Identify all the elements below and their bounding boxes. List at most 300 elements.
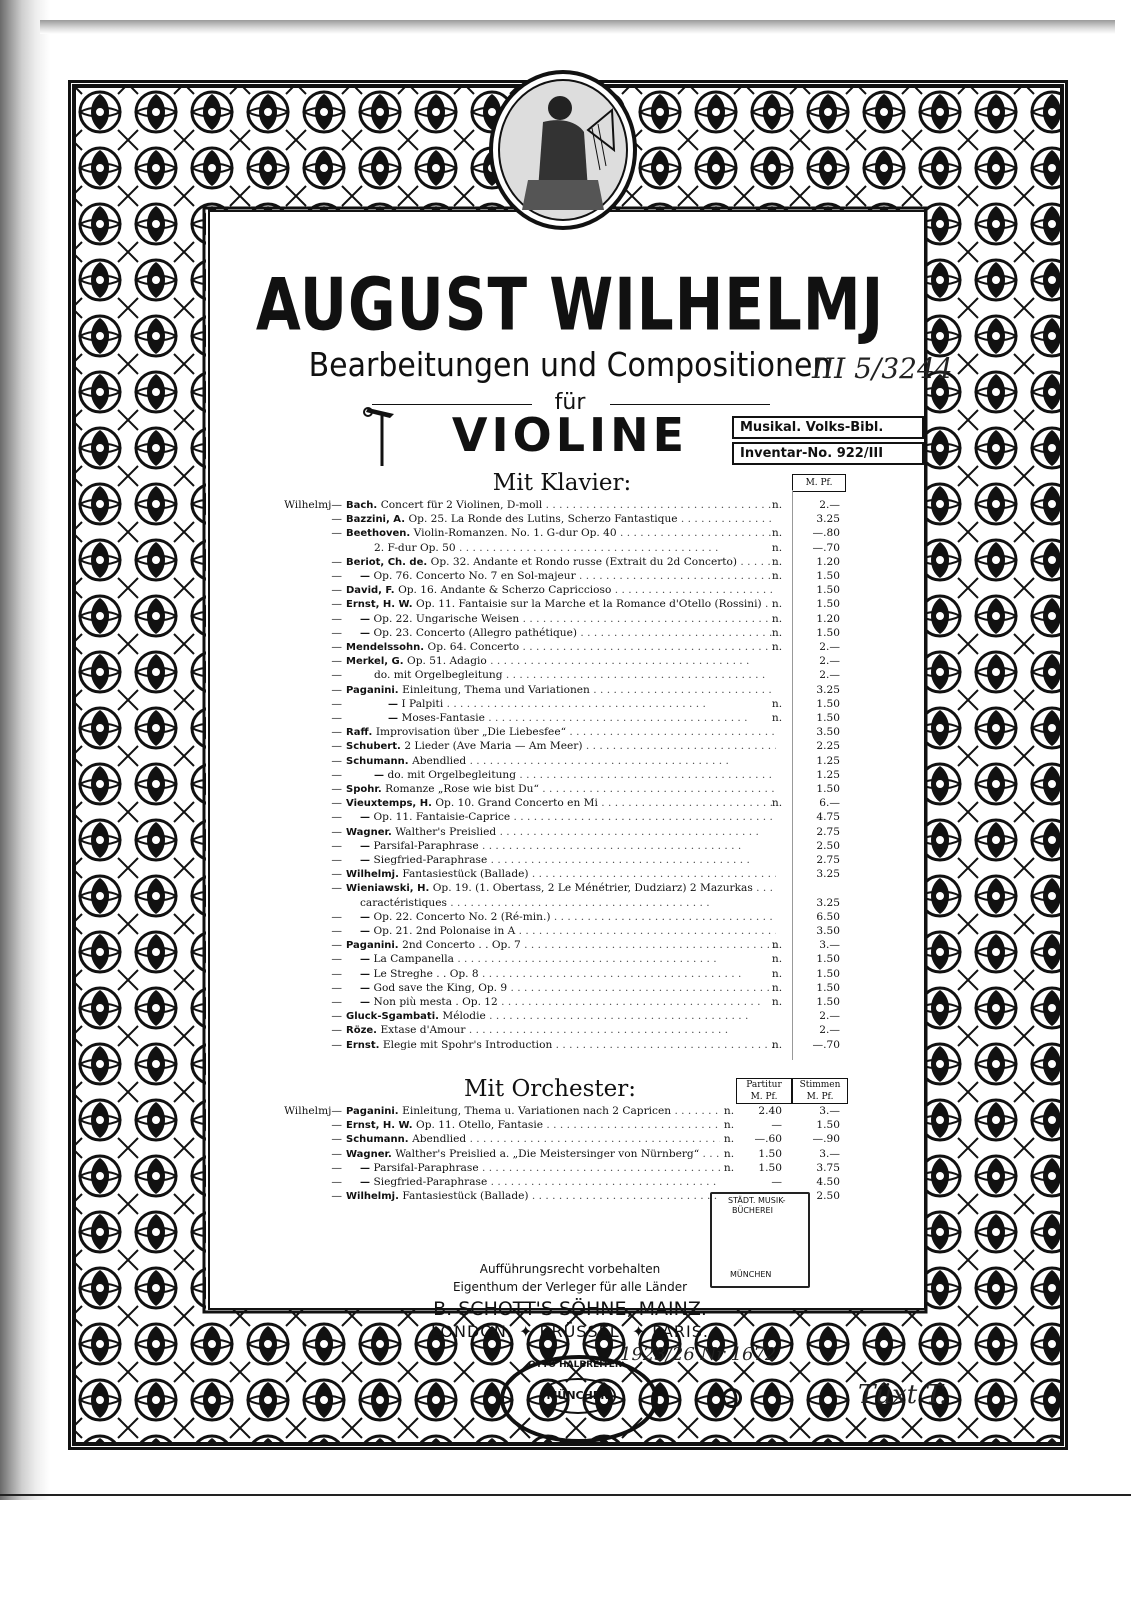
list-item-title: Op. 10. Grand Concerto en Mi [435,797,598,810]
list-item-price: 3.25 [816,896,840,909]
list-item-price: 1.50 [816,598,840,611]
list-item-composer: Gluck-Sgambati. [346,1011,443,1023]
list-item-net-mark: n. [771,499,783,511]
table-row-stimmen: 1.50 [816,1119,840,1132]
list-item-price: 2.— [819,1024,840,1037]
stimmen-header [792,1078,848,1104]
list-item [270,597,850,612]
list-item-title: Siegfried-Paraphrase [373,854,488,866]
list-item-prefix: — [331,626,342,639]
list-item-title: Einleitung, Thema und Variationen [402,683,590,696]
table-row-stimmen: 4.50 [816,1176,840,1188]
list-item-net-mark: n. [771,939,783,952]
list-item-prefix: — [331,1010,342,1023]
table-row-composer: Wilhelmj. [346,1191,403,1203]
list-item-price: 3.— [819,939,840,952]
list-item-composer: Ernst. [346,1039,383,1051]
list-item-price: 2.— [819,499,840,511]
table-row-prefix: — [331,1133,342,1146]
list-item-prefix: — [331,683,342,696]
list-item-price: 1.50 [816,626,840,639]
list-item-price: 2.75 [816,854,840,866]
list-item [270,640,850,655]
list-item-composer: — [360,812,374,824]
list-item-prefix: — [331,1024,342,1037]
list-item-title: I Palpiti [401,697,444,710]
table-row-stimmen: —.90 [812,1133,840,1146]
list-item-price: 2.25 [816,740,840,753]
dealer-stamp-city: MÜNCHEN [540,1378,616,1414]
list-item-net-mark: n. [771,570,783,582]
list-item-composer: Ernst, H. W. [346,599,417,611]
list-item-title: Op. 11. Fantaisie-Caprice [373,811,511,824]
table-row-composer: Wagner. [346,1148,396,1160]
list-item-price: 1.50 [816,953,840,966]
list-item-prefix: — [331,797,342,810]
list-item-prefix: Wilhelmj— [284,499,342,511]
table-row-work [346,1118,720,1133]
stimmen-header-unit: M. Pf. [806,1092,834,1102]
list-item-price: —.70 [812,1038,840,1051]
list-item-composer: Wilhelmj. [346,869,403,881]
list-item-composer: — [360,982,374,994]
list-item-work [360,853,776,868]
list-item-title: Op. 25. La Ronde des Lutins, Scherzo Fantastique [408,513,678,526]
table-row-partitur: 1.50 [758,1161,782,1174]
page-bottom-line [0,1494,1131,1496]
list-item-composer: Wagner. [346,826,396,838]
list-item-prefix: — [331,981,342,994]
list-item-price: 1.50 [816,783,840,795]
list-item-composer: Paganini. [346,940,403,952]
list-item-title: Op. 64. Concerto [427,641,520,653]
list-item-prefix: — [331,641,342,653]
list-item-title: Op. 19. (1. Obertass, 2 Le Ménétrier, Dudziarz) 2 Mazurkas [432,882,753,895]
list-item-work [360,995,776,1010]
partitur-header-unit: M. Pf. [750,1092,778,1102]
table-row-partitur: —.60 [754,1133,782,1146]
list-item [270,768,850,783]
list-item [270,839,850,854]
table-row [270,1132,850,1147]
partitur-header-label: Partitur [746,1080,782,1090]
list-item-composer: Wieniawski, H. [346,883,433,895]
list-item [270,541,850,556]
list-item-work [346,526,776,541]
table-row-title: Abendlied [412,1133,467,1146]
library-stamp-line1: Musikal. Volks-Bibl. [732,416,924,439]
table-row [270,1104,850,1119]
list-item-price: 3.50 [816,726,840,739]
list-item-net-mark: n. [771,996,783,1008]
list-item [270,867,850,882]
list-item-composer: — [360,954,374,966]
table-row-stimmen: 2.50 [816,1190,840,1203]
table-row-work [346,1189,720,1204]
list-item [270,725,850,740]
list-item [270,612,850,627]
list-item-prefix: — [331,783,342,795]
list-item-title: 2. F-dur Op. 50 [374,541,456,554]
list-item-title: 2 Lieder (Ave Maria — Am Meer) [404,740,583,753]
list-item-composer: — [374,769,388,781]
list-item-work [346,654,776,669]
table-row-stimmen: 3.— [819,1147,840,1160]
list-item-price: 1.50 [816,570,840,582]
list-item-prefix: — [331,570,342,582]
list-item [270,910,850,925]
list-item-work [346,754,776,769]
list-item [270,853,850,868]
list-item-composer: — [360,613,374,625]
list-item-prefix: — [331,953,342,966]
list-item-work [346,583,776,598]
stimmen-header-label: Stimmen [799,1080,841,1090]
section-heading-klavier: Mit Klavier: [492,470,632,496]
list-item-composer: David, F. [346,585,399,597]
list-item-composer: — [388,713,402,724]
list-item-composer: Vieuxtemps, H. [346,798,436,810]
list-item-work [360,612,776,627]
rights-line-2: Eigenthum der Verleger für alle Länder [452,1280,688,1294]
list-item-work [346,640,776,655]
table-row-work [360,1175,720,1190]
list-item [270,683,850,698]
list-item-title: Walther's Preislied [395,825,497,838]
table-row-prefix: Wilhelmj— [284,1105,342,1117]
list-item-price: 2.75 [816,825,840,838]
table-row [270,1175,850,1190]
table-row-composer: — [360,1162,374,1174]
list-item-price: 1.25 [816,754,840,767]
list-item-work [360,810,776,825]
muse-medallion [488,70,638,230]
list-item [270,583,850,598]
list-item-prefix: — [331,612,342,625]
table-row-work [346,1104,720,1119]
list-item-work [360,569,776,584]
list-item-prefix: — [331,868,342,881]
list-item-work [346,725,776,740]
rights-line-1: Aufführungsrecht vorbehalten [479,1262,661,1276]
list-item-prefix: — [331,825,342,838]
table-row-title: Siegfried-Paraphrase [373,1176,488,1188]
list-item-work [360,967,776,982]
table-row-net-mark: n. [723,1105,735,1117]
scan-edge-shadow [0,0,50,1500]
list-item-prefix: — [331,669,342,682]
list-item-composer: Mendelssohn. [346,642,428,653]
table-row-title: Einleitung, Thema u. Variationen nach 2 Capricen [402,1105,672,1117]
list-item-composer: — [360,571,374,582]
list-item-prefix: — [331,527,342,540]
list-item-title: Extase d'Amour [380,1024,466,1037]
list-item-price: 1.50 [816,967,840,980]
list-item [270,555,850,570]
list-item-title: Elegie mit Spohr's Introduction [382,1038,553,1051]
list-item-title: Op. 11. Fantaisie sur la Marche et la Romance d'Otello (Rossini) [416,598,762,611]
list-item-work [346,597,776,612]
list-item [270,739,850,754]
list-item-prefix: — [331,513,342,526]
list-item [270,796,850,811]
list-item-work [360,924,776,939]
list-item-work [346,796,776,811]
list-item-title: Parsifal-Paraphrase [373,839,479,852]
list-item-title: do. mit Orgelbegleitung [387,768,517,781]
table-row-net-mark: n. [723,1161,735,1174]
list-item-title: Op. 16. Andante & Scherzo Capriccioso [398,584,612,597]
table-row-title: Fantasiestück (Ballade) [402,1190,529,1203]
list-item-work [374,668,776,683]
list-item-price: 2.— [819,1010,840,1023]
list-item-net-mark: n. [771,797,783,810]
table-row-stimmen: 3.— [819,1105,840,1117]
list-item [270,711,850,726]
list-item-prefix: — [331,839,342,852]
list-item-composer: — [360,926,374,937]
library-stamp-text-1: STÄDT. MUSIK- [728,1196,786,1205]
composer-title: AUGUST WILHELMJ [255,262,885,347]
list-item [270,896,850,911]
scan-top-edge [40,20,1115,34]
fuer-label: für [554,390,586,415]
list-item-work [360,981,776,996]
table-row-title: Walther's Preislied a. „Die Meistersinger von Nürnberg“ [395,1147,700,1160]
list-item-work [374,768,776,783]
list-item-prefix: — [331,726,342,739]
table-row [270,1118,850,1133]
list-item-composer: — [388,698,402,710]
list-item-composer: — [360,855,374,866]
list-item-title: caractéristiques [360,896,447,909]
list-item-price: 2.— [819,641,840,653]
list-item-title: La Campanella [373,953,454,966]
list-item-price: 2.50 [816,839,840,852]
table-row [270,1161,850,1176]
list-item-composer: — [360,627,374,639]
library-stamp-text-2: BÜCHEREI [732,1206,773,1215]
publisher-cities: LONDON. ✦ BRÜSSEL. ✦ PARIS. [431,1322,709,1341]
list-item-price: 3.25 [816,683,840,696]
list-item-net-mark: n. [771,641,783,653]
list-item-composer: Röze. [346,1025,381,1037]
library-stamp-line2: Inventar-No. 922/III [732,442,924,465]
list-item [270,1023,850,1038]
list-item-work [346,739,776,754]
list-item-title: Mélodie [442,1010,486,1023]
list-item-title: God save the King, Op. 9 [373,981,508,994]
list-item-prefix: — [331,967,342,980]
list-item-work [374,541,776,556]
list-item-work [346,782,776,797]
list-item [270,981,850,996]
list-item-prefix: — [331,811,342,824]
list-item-title: Violin-Romanzen. No. 1. G-dur Op. 40 [413,527,617,540]
list-item-prefix: — [331,740,342,753]
list-item-work [346,1038,776,1053]
table-row-work [346,1132,720,1147]
table-row-stimmen: 3.75 [816,1161,840,1174]
list-item-title: Op. 21. 2nd Polonaise in A [373,925,516,937]
list-item-title: Moses-Fantasie [401,712,485,724]
table-row-prefix: — [331,1176,342,1188]
list-item [270,810,850,825]
list-item-work [360,626,776,641]
list-item-net-mark: n. [771,626,783,639]
list-item-title: 2nd Concerto . . Op. 7 [402,939,521,952]
list-item-prefix: — [331,910,342,923]
list-item-prefix: — [331,584,342,597]
list-item [270,569,850,584]
list-item [270,938,850,953]
table-row-net-mark: n. [723,1119,735,1132]
list-item-title: Op. 22. Concerto No. 2 (Ré-min.) [373,910,551,923]
list-item-work [360,896,776,911]
list-item [270,697,850,712]
list-item-price: 3.50 [816,925,840,937]
table-row-title: Op. 11. Otello, Fantasie [416,1119,544,1132]
violin-scroll-icon [360,400,400,470]
list-item-prefix: — [331,754,342,767]
dealer-stamp-text: OTTO HALBREITER [528,1360,622,1370]
list-item [270,626,850,641]
list-item-composer: — [360,840,374,852]
list-item-work [346,512,776,527]
list-item-prefix: — [331,854,342,866]
list-item-title: Romanze „Rose wie bist Du“ [385,783,539,795]
list-item-composer: Bazzini, A. [346,514,409,526]
table-row-composer: Schumann. [346,1134,413,1146]
list-item-work [346,683,776,698]
list-item-net-mark: n. [771,953,783,966]
list-item-price: 2.— [819,655,840,668]
list-item-composer: Raff. [346,727,376,739]
list-item [270,512,850,527]
table-row-composer: — [360,1177,374,1188]
list-item-prefix: — [331,939,342,952]
list-item-title: do. mit Orgelbegleitung [374,669,503,682]
list-item-title: Non più mesta . Op. 12 [373,996,498,1008]
list-item-price: 1.50 [816,584,840,597]
list-item-work [346,825,776,840]
list-item-title: Le Streghe . . Op. 8 [373,967,479,980]
list-item-composer: Spohr. [346,784,386,795]
list-item-net-mark: n. [771,555,783,568]
list-item-title: Op. 51. Adagio [407,655,487,668]
list-item-price: 2.— [819,669,840,682]
list-item-work [346,1023,776,1038]
list-item-price: 1.20 [816,555,840,568]
list-item-work [388,711,776,726]
list-item-composer: Beethoven. [346,528,414,540]
list-item-price: 3.25 [816,513,840,526]
section-heading-orchester: Mit Orchester: [463,1076,637,1102]
list-item-composer: Schumann. [346,755,413,767]
list-item [270,668,850,683]
list-item-work [346,498,776,513]
list-item-price: —.70 [812,541,840,554]
list-item-prefix: — [331,925,342,937]
list-item-work [360,839,776,854]
subtitle: Bearbeitungen und Compositionen [308,346,832,385]
publisher-name: B. SCHOTT'S SÖHNE, MAINZ. [433,1298,707,1320]
list-item-composer: — [360,911,374,923]
list-item [270,995,850,1010]
list-item-composer: Merkel, G. [346,656,408,668]
list-item [270,654,850,669]
list-item-net-mark: n. [771,598,783,611]
table-row-partitur: — [771,1119,782,1132]
list-item-prefix: — [331,768,342,781]
list-item-composer: Beriot, Ch. de. [346,556,431,568]
list-item [270,1009,850,1024]
list-item-composer: Paganini. [346,684,403,696]
list-item-price: 1.50 [816,996,840,1008]
list-item-title: Improvisation über „Die Liebesfee“ [375,726,567,739]
list-item-price: 6.50 [816,910,840,923]
price-column-header: M. Pf. [792,474,846,492]
list-item [270,754,850,769]
list-item-price: —.80 [812,527,840,540]
list-item-net-mark: n. [771,527,783,540]
table-row-net-mark: n. [723,1147,735,1160]
list-item-prefix: — [331,598,342,611]
list-item-work [360,910,776,925]
list-item-price: 1.25 [816,768,840,781]
table-row-net-mark: n. [723,1133,735,1146]
list-item [270,498,850,513]
list-item-net-mark: n. [771,712,783,724]
list-item-title: Op. 22. Ungarische Weisen [373,612,520,625]
partitur-header [736,1078,792,1104]
list-item-prefix: — [331,655,342,668]
list-item-price: 1.20 [816,612,840,625]
list-item-title: Op. 23. Concerto (Allegro pathétique) [373,626,577,639]
list-item-work [346,555,776,570]
list-item-title: Concert für 2 Violinen, D-moll [380,499,543,511]
shelfmark-handwriting: III 5/3244 [812,352,953,385]
table-row-composer: Ernst, H. W. [346,1120,417,1132]
library-stamp-text-3: MÜNCHEN [730,1270,772,1279]
list-item-composer: Bach. [346,500,381,511]
list-item-work [346,1009,776,1024]
list-item-prefix: — [331,882,342,895]
handwritten-number: 1923/26 Nr 1672 [620,1344,777,1365]
list-item-title: Fantasiestück (Ballade) [402,868,529,881]
list-item-composer: — [360,968,374,980]
list-item-work [346,881,776,896]
list-item-price: 6.— [819,797,840,810]
list-item-prefix: — [331,697,342,710]
list-item [270,967,850,982]
table-row-work [346,1147,720,1162]
list-item-work [388,697,776,712]
list-item-net-mark: n. [771,1038,783,1051]
table-row-partitur: — [771,1176,782,1188]
list-item [270,881,850,896]
table-row-prefix: — [331,1119,342,1132]
list-item-net-mark: n. [771,697,783,710]
list-item [270,825,850,840]
table-row-work [360,1161,720,1176]
list-item [270,1038,850,1053]
list-item-prefix: — [331,712,342,724]
list-item [270,952,850,967]
table-row-composer: Paganini. [346,1106,403,1117]
list-item [270,526,850,541]
list-item-composer: Schubert. [346,741,405,753]
